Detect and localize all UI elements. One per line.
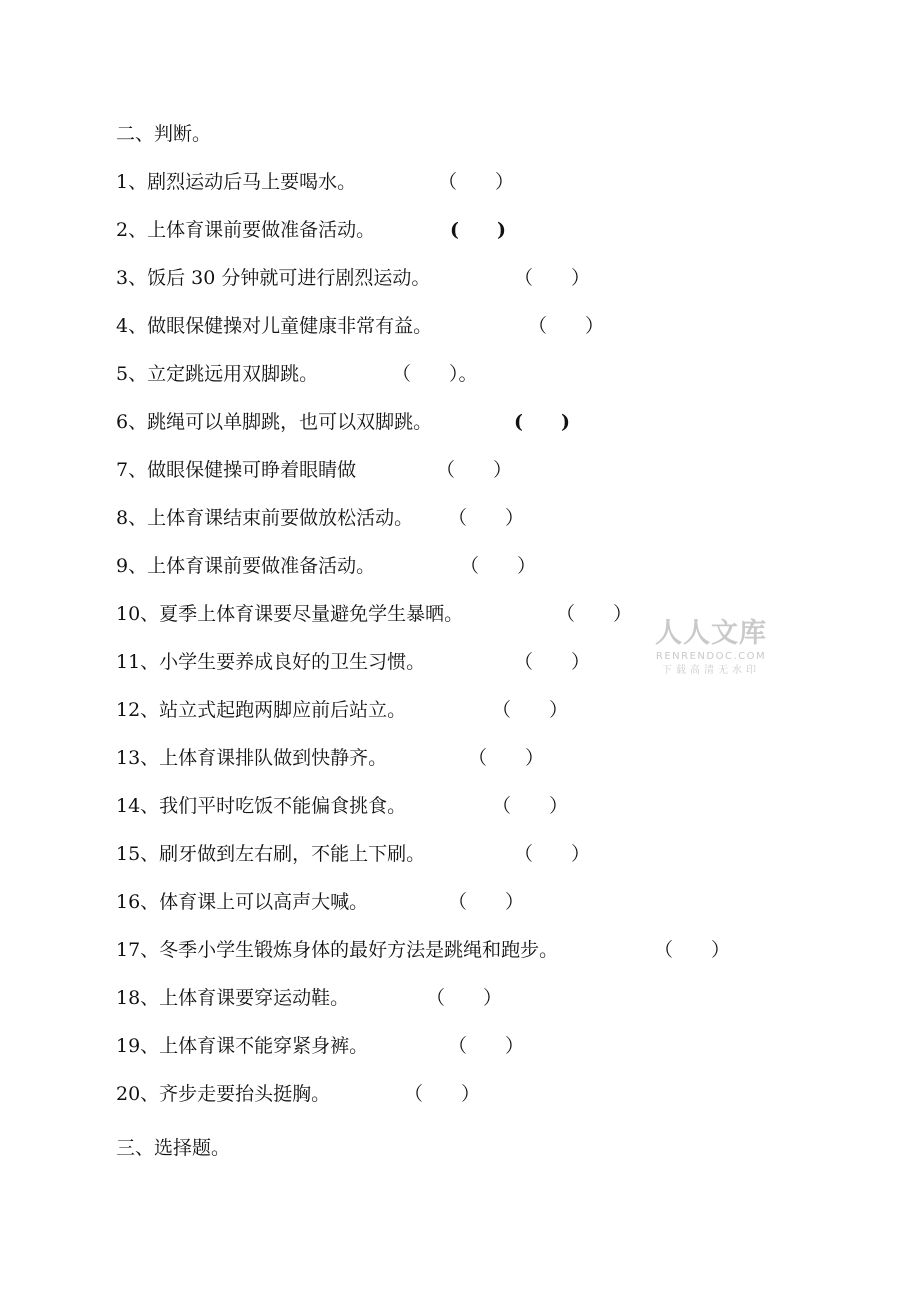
watermark-slogan: 下载高清无水印	[662, 665, 760, 676]
answer-blank: （ ）	[556, 603, 633, 625]
question-text: 20、齐步走要抬头挺胸。	[116, 1083, 331, 1105]
question-text: 6、跳绳可以单脚跳，也可以双脚跳。	[116, 411, 433, 433]
answer-blank: （ ）	[468, 747, 545, 769]
question-item	[116, 359, 478, 389]
answer-blank: （ ）	[528, 315, 605, 337]
question-item	[116, 455, 513, 485]
question-text: 13、上体育课排队做到快静齐。	[116, 747, 388, 769]
answer-blank: （ ）	[448, 507, 525, 529]
question-item	[116, 695, 569, 725]
question-text: 19、上体育课不能穿紧身裤。	[116, 1035, 369, 1057]
section3-heading: 三、选择题。	[116, 1137, 231, 1159]
question-item	[116, 551, 537, 581]
answer-blank: （ ）	[404, 1083, 481, 1105]
question-item	[116, 311, 605, 341]
answer-blank: （ ）。	[392, 363, 478, 385]
answer-blank: （ ）	[514, 843, 591, 865]
question-item	[116, 743, 545, 773]
answer-blank: ( )	[514, 411, 570, 433]
question-item	[116, 1079, 481, 1109]
question-text: 12、站立式起跑两脚应前后站立。	[116, 699, 407, 721]
question-text: 4、做眼保健操对儿童健康非常有益。	[116, 315, 433, 337]
question-item	[116, 599, 633, 629]
question-text: 7、做眼保健操可睁着眼睛做	[116, 459, 357, 481]
answer-blank: （ ）	[460, 555, 537, 577]
answer-blank: （ ）	[438, 171, 515, 193]
answer-blank: （ ）	[654, 939, 731, 961]
question-text: 15、刷牙做到左右刷，不能上下刷。	[116, 843, 426, 865]
answer-blank: （ ）	[436, 459, 513, 481]
answer-blank: （ ）	[448, 1035, 525, 1057]
question-text: 9、上体育课前要做准备活动。	[116, 555, 376, 577]
watermark-title: 人人文库	[655, 618, 767, 649]
answer-blank: （ ）	[514, 651, 591, 673]
question-text: 16、体育课上可以高声大喊。	[116, 891, 369, 913]
question-item	[116, 407, 570, 437]
answer-blank: （ ）	[426, 987, 503, 1009]
answer-blank: （ ）	[448, 891, 525, 913]
question-item	[116, 887, 525, 917]
answer-blank: ( )	[450, 219, 506, 241]
question-item	[116, 647, 591, 677]
answer-blank: （ ）	[492, 699, 569, 721]
section2-heading: 二、判断。	[116, 123, 212, 145]
question-text: 10、夏季上体育课要尽量避免学生暴晒。	[116, 603, 464, 625]
watermark-domain: RENRENDOC.COM	[655, 651, 767, 662]
question-item	[116, 983, 503, 1013]
question-text: 17、冬季小学生锻炼身体的最好方法是跳绳和跑步。	[116, 939, 559, 961]
question-item	[116, 1031, 525, 1061]
question-item	[116, 215, 506, 245]
question-text: 1、剧烈运动后马上要喝水。	[116, 171, 357, 193]
question-item	[116, 791, 569, 821]
answer-blank: （ ）	[492, 795, 569, 817]
question-item	[116, 167, 515, 197]
answer-blank: （ ）	[514, 267, 591, 289]
question-text: 3、饭后 30 分钟就可进行剧烈运动。	[116, 267, 431, 289]
question-text: 14、我们平时吃饭不能偏食挑食。	[116, 795, 407, 817]
question-item	[116, 263, 591, 293]
question-item	[116, 503, 525, 533]
question-text: 8、上体育课结束前要做放松活动。	[116, 507, 414, 529]
question-text: 11、小学生要养成良好的卫生习惯。	[116, 651, 426, 673]
question-text: 2、上体育课前要做准备活动。	[116, 219, 376, 241]
watermark	[646, 618, 776, 678]
question-text: 18、上体育课要穿运动鞋。	[116, 987, 350, 1009]
question-item	[116, 839, 591, 869]
question-text: 5、立定跳远用双脚跳。	[116, 363, 319, 385]
question-item	[116, 935, 731, 965]
